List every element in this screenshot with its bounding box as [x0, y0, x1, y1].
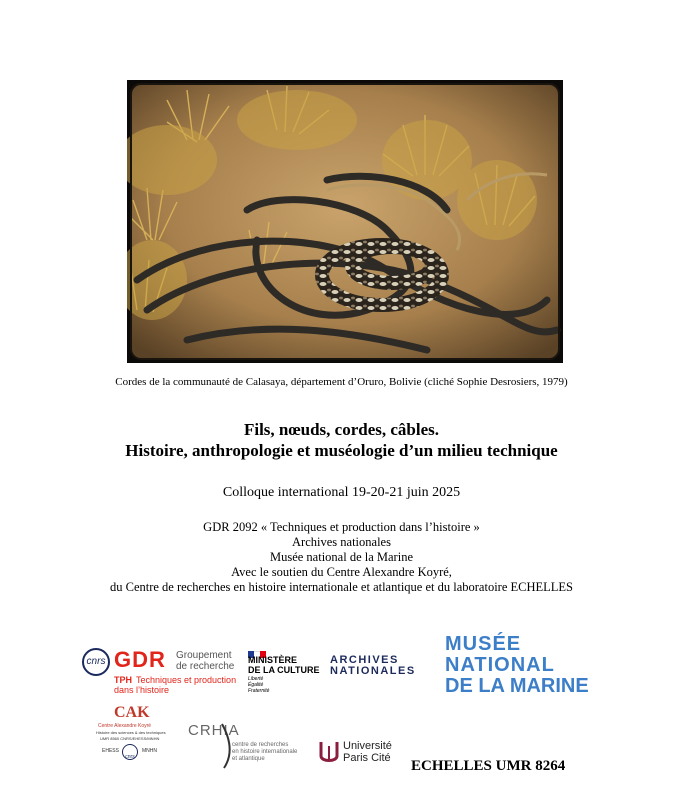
organizer-line: du Centre de recherches en histoire internationale et atlantique et du laboratoire ECHELLES: [109, 580, 574, 594]
echelles-label: ECHELLES UMR 8264: [411, 758, 566, 774]
title-line-1: Fils, nœuds, cordes, câbles.: [243, 420, 440, 439]
cover-photo: [127, 80, 563, 363]
paris-cite-emblem-icon: [318, 738, 340, 766]
organizers-list: [0, 520, 683, 595]
crhia-logo: CRHIA centre de recherches en histoire internationale et atlantique: [188, 722, 298, 770]
musee-marine-logo: MUSÉE NATIONAL DE LA MARINE: [445, 633, 589, 697]
universite-paris-cite-logo: Université Paris Cité: [318, 738, 410, 768]
organizer-line: Avec le soutien du Centre Alexandre Koyré,: [231, 565, 452, 579]
organizer-line: Musée national de la Marine: [269, 550, 413, 564]
archives-nationales-logo: ARCHIVES NATIONALES: [330, 654, 416, 677]
event-dates: Colloque international 19-20-21 juin 2025: [222, 485, 461, 500]
organizer-line: GDR 2092 « Techniques et production dans l’histoire »: [203, 520, 480, 534]
organizer-line: Archives nationales: [292, 535, 391, 549]
marianne-icon: [248, 645, 266, 652]
ministere-culture-logo: MINISTÈRE DE LA CULTURE Liberté Égalité Fraternité: [248, 645, 308, 695]
ropes-photo-illustration: [127, 80, 563, 363]
title-line-2: Histoire, anthropologie et muséologie d’un milieu technique: [125, 441, 558, 460]
gdr-logo: GDR Groupement de recherche TPH Techniques et production dans l’histoire: [114, 647, 237, 695]
cnrs-small-icon: cnrs: [122, 744, 138, 760]
cak-logo: CAK Centre Alexandre Koyré Histoire des sciences & des techniques UMR 8560 CNRS/EHESS/MNHN EHESS cnrs MNHN: [96, 704, 166, 760]
cnrs-logo: cnrs: [82, 648, 110, 676]
page-title: [0, 419, 683, 461]
photo-caption: Cordes de la communauté de Calasaya, département d’Oruro, Bolivie (cliché Sophie Desrosiers, 1979): [115, 376, 568, 388]
